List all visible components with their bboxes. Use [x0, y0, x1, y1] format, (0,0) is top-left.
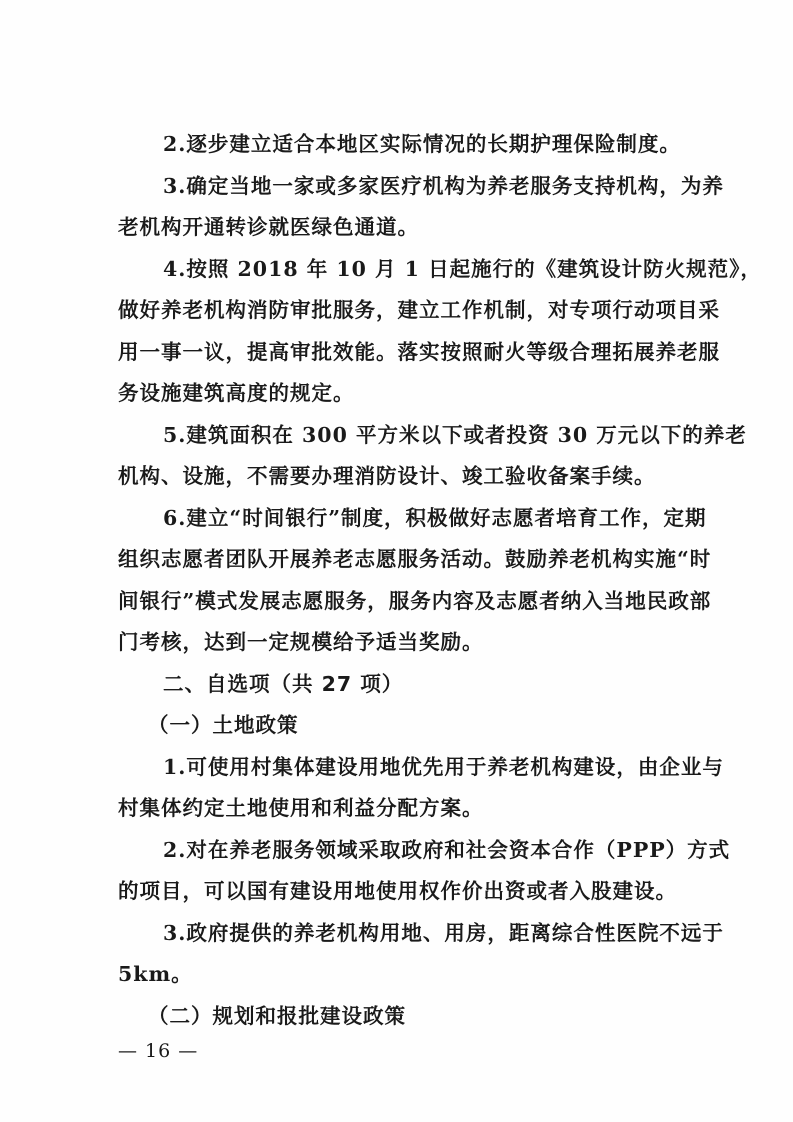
paragraph-4-line-4: 务设施建筑高度的规定。 — [118, 381, 355, 405]
paragraph-5-line-1: 5.建筑面积在 300 平方米以下或者投资 30 万元以下的养老 — [163, 423, 747, 447]
paragraph-4-line-1: 4.按照 2018 年 10 月 1 日起施行的《建筑设计防火规范》， — [163, 257, 762, 281]
land-item-1-line-2: 村集体约定土地使用和利益分配方案。 — [118, 796, 484, 820]
paragraph-5-line-2: 机构、设施，不需要办理消防设计、竣工验收备案手续。 — [118, 464, 656, 488]
paragraph-6-line-3: 间银行”模式发展志愿服务，服务内容及志愿者纳入当地民政部 — [118, 589, 712, 613]
paragraph-3-line-1: 3.确定当地一家或多家医疗机构为养老服务支持机构，为养 — [163, 174, 724, 198]
paragraph-2-line-1: 2.逐步建立适合本地区实际情况的长期护理保险制度。 — [163, 132, 681, 156]
paragraph-6-line-4: 门考核，达到一定规模给予适当奖励。 — [118, 630, 484, 654]
paragraph-4-line-2: 做好养老机构消防审批服务，建立工作机制，对专项行动项目采 — [118, 298, 720, 322]
subsection-2-heading: （二）规划和报批建设政策 — [148, 1004, 406, 1028]
paragraph-4-line-3: 用一事一议，提高审批效能。落实按照耐火等级合理拓展养老服 — [118, 340, 720, 364]
section-2-heading: 二、自选项（共 27 项） — [163, 672, 404, 696]
land-item-3-line-1: 3.政府提供的养老机构用地、用房，距离综合性医院不远于 — [163, 921, 724, 945]
land-item-2-line-1: 2.对在养老服务领域采取政府和社会资本合作（PPP）方式 — [163, 838, 731, 862]
paragraph-6-line-1: 6.建立“时间银行”制度，积极做好志愿者培育工作，定期 — [163, 506, 707, 530]
paragraph-6-line-2: 组织志愿者团队开展养老志愿服务活动。鼓励养老机构实施“时 — [118, 547, 712, 571]
page-number: — 16 — — [118, 1040, 199, 1062]
land-item-3-line-2: 5km。 — [118, 962, 193, 986]
subsection-1-heading: （一）土地政策 — [148, 713, 299, 737]
land-item-1-line-1: 1.可使用村集体建设用地优先用于养老机构建设，由企业与 — [163, 755, 724, 779]
land-item-2-line-2: 的项目，可以国有建设用地使用权作价出资或者入股建设。 — [118, 879, 677, 903]
paragraph-3-line-2: 老机构开通转诊就医绿色通道。 — [118, 215, 419, 239]
